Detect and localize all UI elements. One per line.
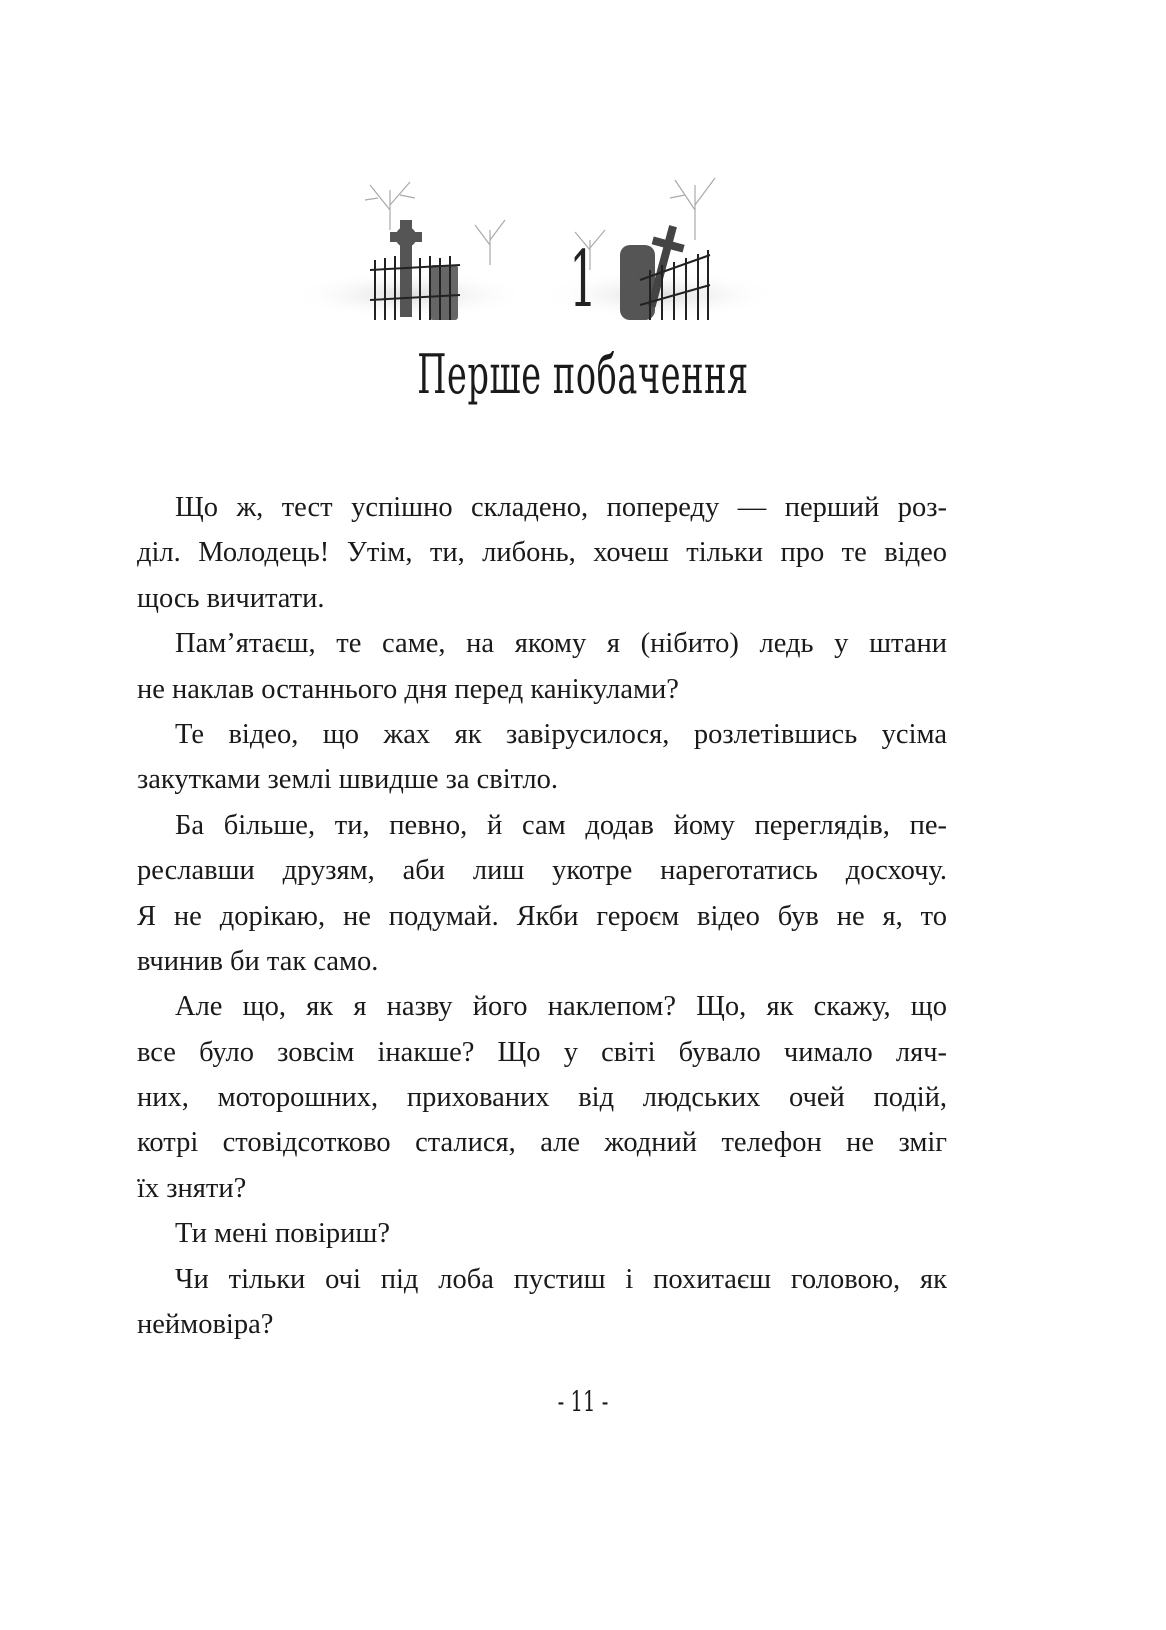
text-line: Але що, як я назву його наклепом? Що, як скажу, що [175,991,947,1023]
paragraph [137,803,947,985]
text-line: Чи тільки очі під лоба пустиш і похитаєш головою, як [175,1263,947,1295]
paragraph [137,1257,947,1348]
text-line: їх зняти? [137,1172,247,1204]
text-line: Ти мені повіриш? [175,1218,391,1250]
text-line: не наклав останнього дня перед канікулами? [137,673,679,705]
text-line: них, моторошних, прихованих від людських очей подій, [137,1082,947,1114]
paragraph [137,1211,947,1256]
text-line: неймовіра? [137,1309,274,1341]
paragraph [137,712,947,803]
paragraph [137,984,947,1211]
page-number: - 11 - [557,1385,609,1418]
text-line: вчинив би так само. [137,945,379,977]
text-line: діл. Молодець! Утім, ти, либонь, хочеш тільки про те відео [137,537,947,569]
text-line: реславши друзям, аби лиш укотре нареготатись досхочу. [137,855,947,887]
text-line: котрі стовідсотково сталися, але жодний телефон не зміг [137,1127,947,1159]
text-line: Я не дорікаю, не подумай. Якби героєм відео був не я, то [137,900,947,932]
text-line: все було зовсім інакше? Що у світі бувало чимало ляч- [137,1036,947,1068]
chapter-title: Перше побачення [417,343,749,406]
body-text [137,485,947,1347]
text-line: Пам’ятаєш, те саме, на якому я (нібито) ледь у штани [175,628,947,660]
text-line: Ба більше, ти, певно, й сам додав йому переглядів, пе- [175,809,947,841]
paragraph [137,621,947,712]
text-line: щось вичитати. [137,582,325,614]
paragraph [137,485,947,621]
chapter-number: 1 [569,235,597,325]
text-line: Те відео, що жах як завірусилося, розлетівшись усіма [175,718,947,750]
text-line: закутками землі швидше за світло. [137,764,559,796]
text-line: Що ж, тест успішно складено, попереду — перший роз- [175,492,947,523]
